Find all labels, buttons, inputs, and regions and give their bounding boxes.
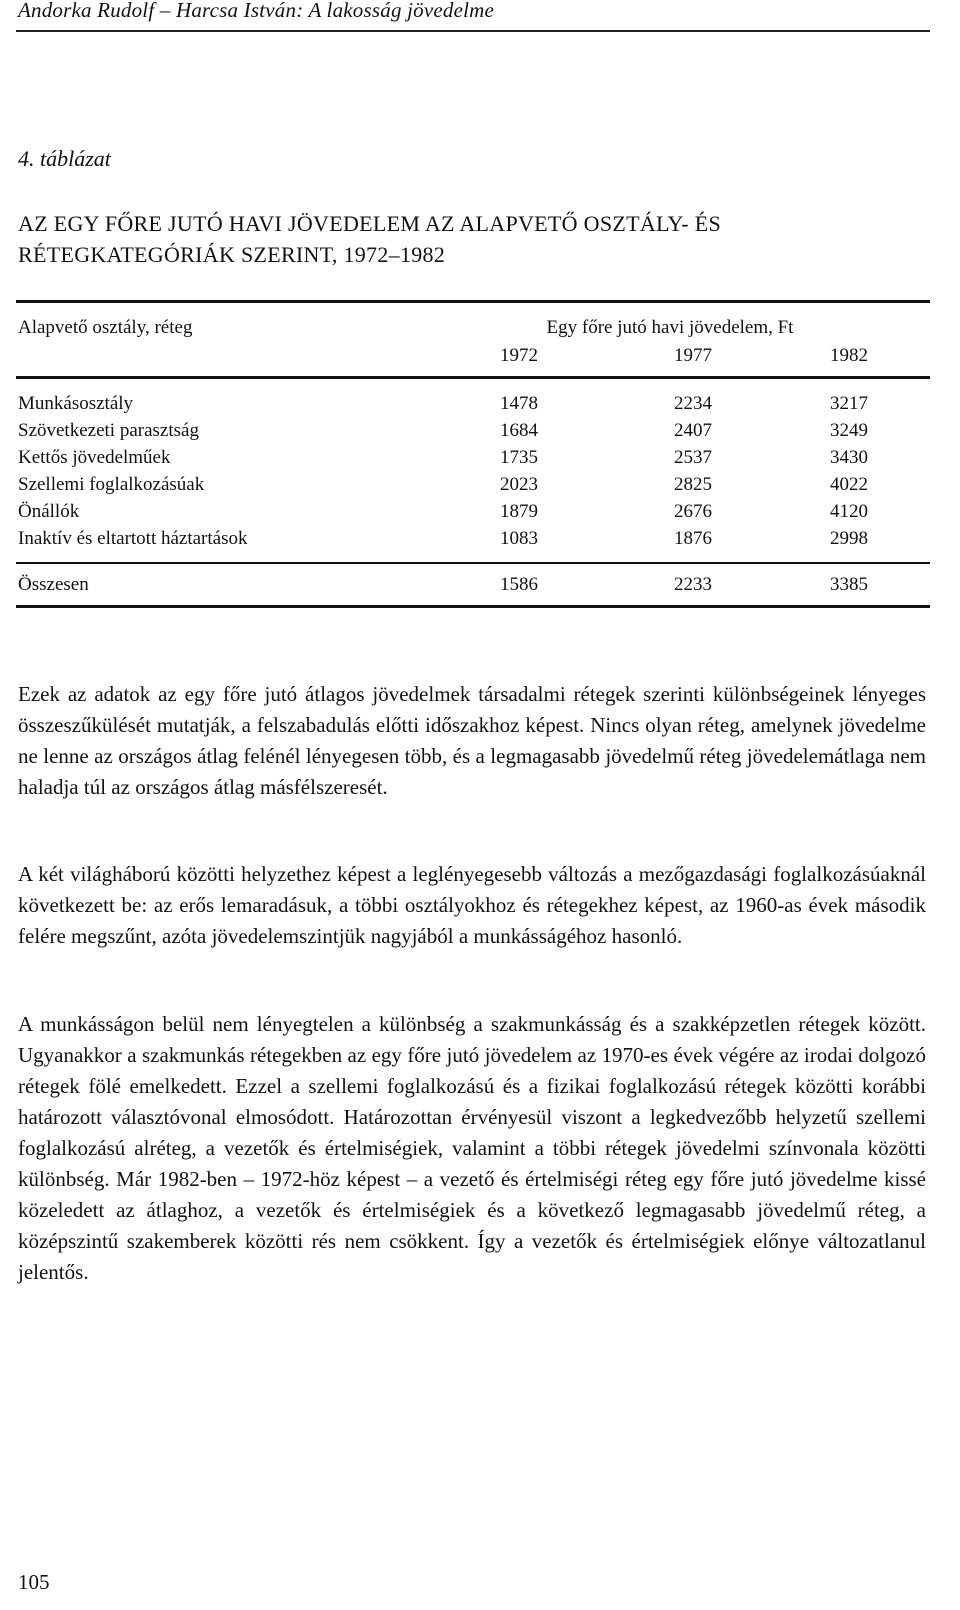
table-label: 4. táblázat (18, 146, 111, 171)
cell-value: 2234 (674, 393, 712, 414)
cell-value: 2023 (500, 474, 538, 495)
table-header-row-1 (18, 315, 930, 341)
table-bottom-rule (16, 605, 930, 608)
cell-value: 1879 (500, 501, 538, 522)
table-row (18, 445, 930, 471)
cell-value: 2407 (674, 420, 712, 441)
group-header-label: Egy főre jutó havi jövedelem, Ft (546, 317, 794, 338)
table-row (18, 526, 930, 552)
cell-value: 3217 (830, 393, 868, 414)
cell-value: 3249 (830, 420, 868, 441)
cell-value: 1876 (674, 528, 712, 549)
row-label: Kettős jövedelműek (18, 447, 171, 468)
cell-value: 1735 (500, 447, 538, 468)
table-row (18, 418, 930, 444)
table-top-rule (16, 300, 930, 303)
year-header: 1972 (500, 345, 538, 366)
table-title: AZ EGY FŐRE JUTÓ HAVI JÖVEDELEM AZ ALAPVETŐ OSZTÁLY- ÉS RÉTEGKATEGÓRIÁK SZERINT, 1972–1982 (18, 211, 722, 267)
cell-value: 4022 (830, 474, 868, 495)
page-number: 105 (18, 1570, 50, 1594)
cell-value: 4120 (830, 501, 868, 522)
total-value: 3385 (830, 574, 868, 595)
body-paragraph: A két világháború közötti helyzethez képest a leglényegesebb változás a mezőgazdasági foglalkozásúaknál következett be: az erős lemaradásuk, a többi osztályokhoz és rétegekhez képest, az 1960-as évek második felére megszűnt, azóta jövedelemszintjük nagyjából a munkásságéhoz hasonló. (18, 862, 926, 948)
table-header-rule (16, 376, 930, 379)
row-label: Szellemi foglalkozásúak (18, 474, 205, 495)
row-label: Szövetkezeti parasztság (18, 420, 199, 441)
row-label: Inaktív és eltartott háztartások (18, 528, 248, 549)
running-header: Andorka Rudolf – Harcsa István: A lakosság jövedelme (18, 0, 495, 22)
total-value: 2233 (674, 574, 712, 595)
total-value: 1586 (500, 574, 538, 595)
cell-value: 2998 (830, 528, 868, 549)
row-label: Munkásosztály (18, 393, 134, 414)
table-total-row (18, 572, 930, 598)
table-row (18, 391, 930, 417)
total-label: Összesen (18, 574, 89, 595)
cell-value: 1684 (500, 420, 538, 441)
table-total-rule (16, 562, 930, 564)
year-header: 1977 (674, 345, 712, 366)
year-header: 1982 (830, 345, 868, 366)
cell-value: 2825 (674, 474, 712, 495)
table-header-row-2 (18, 343, 930, 369)
row-header-label: Alapvető osztály, réteg (18, 317, 193, 338)
table-row (18, 499, 930, 525)
table-row (18, 472, 930, 498)
cell-value: 1478 (500, 393, 538, 414)
cell-value: 3430 (830, 447, 868, 468)
header-rule (16, 30, 930, 32)
cell-value: 2537 (674, 447, 712, 468)
body-paragraph: Ezek az adatok az egy főre jutó átlagos jövedelmek társadalmi rétegek szerinti különbségeinek lényeges összeszűkülését mutatják, a felszabadulás előtti időszakhoz képest. Nincs olyan réteg, amelynek jövedelme ne lenne az országos átlag felénél lényegesen több, és a legmagasabb jövedelmű réteg jövedelemátlaga nem haladja túl az országos átlag másfélszeresét. (18, 682, 926, 799)
cell-value: 2676 (674, 501, 712, 522)
row-label: Önállók (18, 501, 80, 522)
cell-value: 1083 (500, 528, 538, 549)
body-paragraph: A munkásságon belül nem lényegtelen a különbség a szakmunkásság és a szakképzetlen rétegek között. Ugyanakkor a szakmunkás rétegekben az egy főre jutó jövedelem az 1970-es évek végére az irodai dolgozó rétegek fölé emelkedett. Ezzel a szellemi foglalkozású és a fizikai foglalkozású rétegek közötti korábbi határozott választóvonal elmosódott. Határozottan érvényesül viszont a legkedvezőbb helyzetű szellemi foglalkozású alréteg, a vezetők és értelmiségiek, valamint a többi rétegek jövedelmi színvonala közötti különbség. Már 1982-ben – 1972-höz képest – a vezető és értelmiségi réteg egy főre jutó jövedelme kissé közeledett az átlaghoz, a vezetők és értelmiségiek és a következő legmagasabb jövedelmű réteg, a középszintű szakemberek közötti rés nem csökkent. Így a vezetők és értelmiségiek előnye változatlanul jelentős. (18, 1012, 926, 1284)
